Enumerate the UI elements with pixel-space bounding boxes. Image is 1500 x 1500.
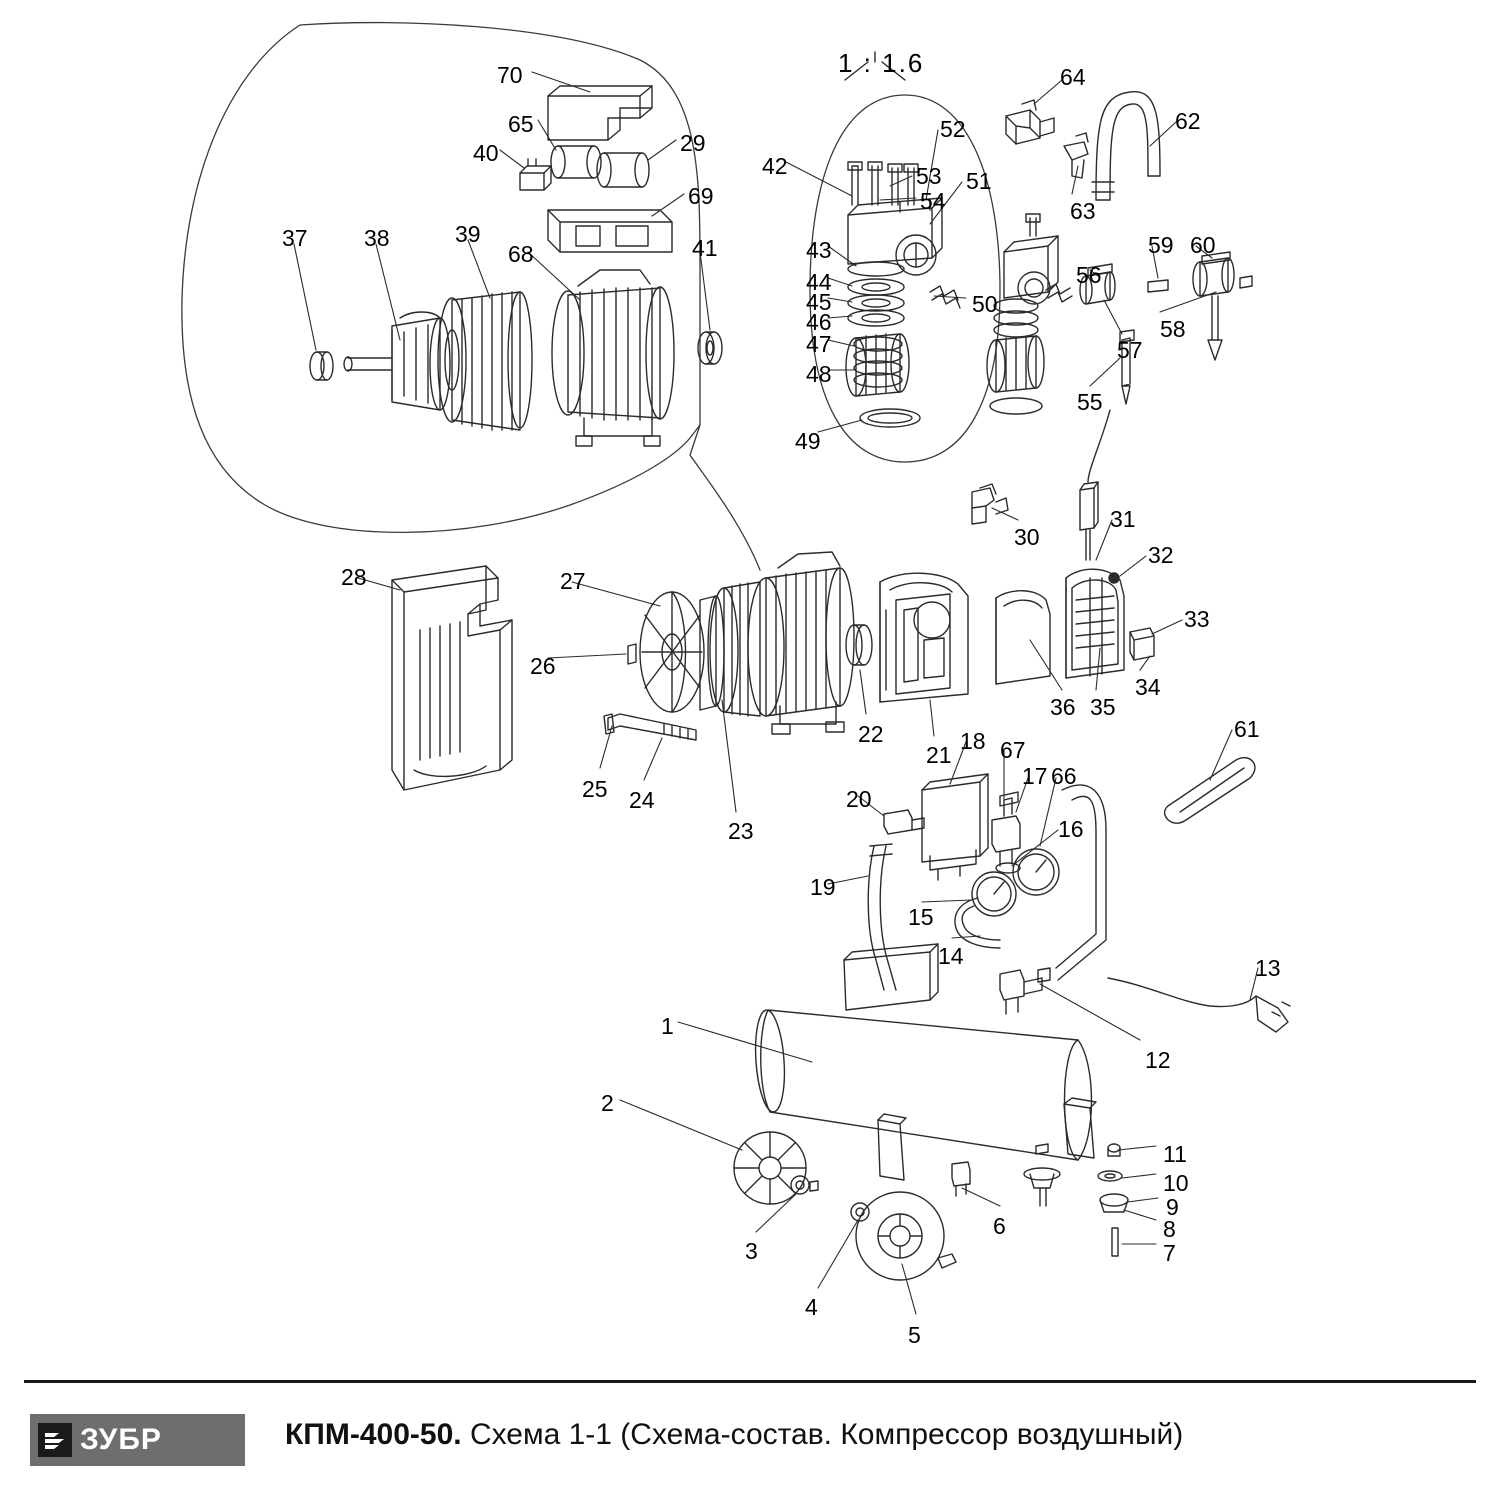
callout-62: 62: [1175, 108, 1201, 134]
callout-33: 33: [1184, 606, 1210, 632]
callout-42: 42: [762, 153, 788, 179]
callout-11: 11: [1163, 1141, 1187, 1167]
callout-46: 46: [806, 309, 832, 335]
callout-7: 7: [1163, 1240, 1176, 1266]
callout-70: 70: [497, 62, 523, 88]
callout-21: 21: [926, 742, 952, 768]
callout-59: 59: [1148, 232, 1174, 258]
callout-1: 1: [661, 1013, 674, 1039]
callout-30: 30: [1014, 524, 1040, 550]
callout-60: 60: [1190, 232, 1216, 258]
callout-56: 56: [1076, 262, 1102, 288]
callout-29: 29: [680, 130, 706, 156]
brand-logo: [30, 1414, 245, 1466]
callout-16: 16: [1058, 816, 1084, 842]
callout-36: 36: [1050, 694, 1076, 720]
callout-26: 26: [530, 653, 556, 679]
callout-31: 31: [1110, 506, 1136, 532]
callout-8: 8: [1163, 1216, 1176, 1242]
callout-69: 69: [688, 183, 714, 209]
zubr-arrow-icon: [38, 1423, 72, 1457]
callout-68: 68: [508, 241, 534, 267]
callout-13: 13: [1255, 955, 1281, 981]
callout-44: 44: [806, 269, 832, 295]
brand-wordmark: ЗУБР: [80, 1423, 162, 1456]
callout-39: 39: [455, 221, 481, 247]
callout-58: 58: [1160, 316, 1186, 342]
callout-64: 64: [1060, 64, 1086, 90]
callout-17: 17: [1022, 763, 1048, 789]
callout-22: 22: [858, 721, 884, 747]
callout-19: 19: [810, 874, 836, 900]
callout-28: 28: [341, 564, 367, 590]
callout-40: 40: [473, 140, 499, 166]
callout-55: 55: [1077, 389, 1103, 415]
footer-caption: [285, 1418, 1183, 1452]
callout-15: 15: [908, 904, 934, 930]
callout-48: 48: [806, 361, 832, 387]
scale-label: 1 : 1.6: [838, 48, 925, 78]
callout-37: 37: [282, 225, 308, 251]
callout-54: 54: [920, 188, 946, 214]
callout-47: 47: [806, 331, 832, 357]
callout-45: 45: [806, 289, 832, 315]
callout-63: 63: [1070, 198, 1096, 224]
callout-27: 27: [560, 568, 586, 594]
callout-66: 66: [1051, 763, 1077, 789]
callout-61: 61: [1234, 716, 1260, 742]
callout-49: 49: [795, 428, 821, 454]
callout-23: 23: [728, 818, 754, 844]
footer-divider: [24, 1380, 1476, 1383]
callout-53: 53: [916, 163, 942, 189]
model-code: КПМ-400-50.: [285, 1418, 462, 1451]
callout-57: 57: [1117, 337, 1143, 363]
callout-24: 24: [629, 787, 655, 813]
callout-65: 65: [508, 111, 534, 137]
callout-6: 6: [993, 1213, 1006, 1239]
callout-67: 67: [1000, 737, 1026, 763]
callout-4: 4: [805, 1294, 818, 1320]
scheme-description: Схема 1-1 (Схема-состав. Компрессор воздушный): [469, 1418, 1184, 1451]
footer: [0, 1380, 1500, 1500]
callout-35: 35: [1090, 694, 1116, 720]
callout-38: 38: [364, 225, 390, 251]
callout-34: 34: [1135, 674, 1161, 700]
callout-52: 52: [940, 116, 966, 142]
callout-32: 32: [1148, 542, 1174, 568]
callout-10: 10: [1163, 1170, 1189, 1196]
callout-3: 3: [745, 1238, 758, 1264]
callout-14: 14: [938, 943, 964, 969]
callout-5: 5: [908, 1322, 921, 1348]
callout-2: 2: [601, 1090, 614, 1116]
callout-25: 25: [582, 776, 608, 802]
callout-12: 12: [1145, 1047, 1171, 1073]
callout-51: 51: [966, 168, 992, 194]
callout-18: 18: [960, 728, 986, 754]
callout-43: 43: [806, 237, 832, 263]
callout-50: 50: [972, 291, 998, 317]
callout-9: 9: [1166, 1194, 1179, 1220]
callout-20: 20: [846, 786, 872, 812]
callout-41: 41: [692, 235, 718, 261]
